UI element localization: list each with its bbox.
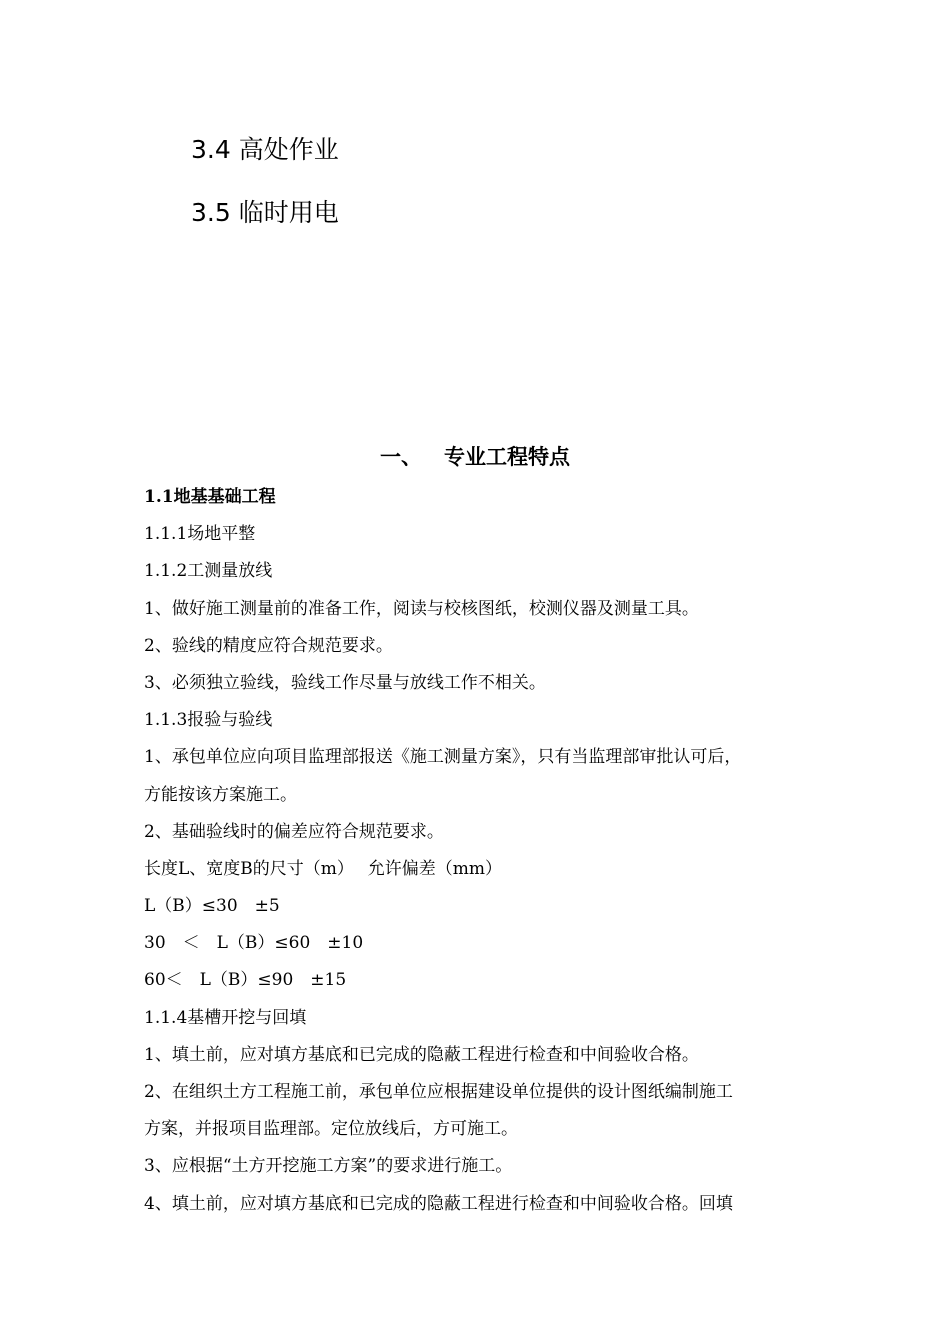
paragraph-line: 2、验线的精度应符合规范要求。 xyxy=(144,635,393,656)
toc-item-3-4: 3.4 高处作业 xyxy=(191,135,339,164)
paragraph-line: 1、承包单位应向项目监理部报送《施工测量方案》，只有当监理部审批认可后， xyxy=(144,747,742,768)
paragraph-line: 3、应根据“土方开挖施工方案”的要求进行施工。 xyxy=(144,1156,513,1177)
subsection-title: 1.1.2工测量放线 xyxy=(144,561,273,582)
paragraph-line: 2、基础验线时的偏差应符合规范要求。 xyxy=(144,821,444,842)
paragraph-line: 1、填土前，应对填方基底和已完成的隐蔽工程进行检查和中间验收合格。 xyxy=(144,1044,699,1065)
subsection-title: 1.1.4基槽开挖与回填 xyxy=(144,1007,307,1028)
paragraph-line: 方能按该方案施工。 xyxy=(144,784,297,805)
subsection-title: 1.1地基基础工程 xyxy=(144,487,276,507)
paragraph-line: 4、填土前，应对填方基底和已完成的隐蔽工程进行检查和中间验收合格。回填 xyxy=(144,1193,733,1214)
tolerance-row: 60＜ L（B）≤90 ±15 xyxy=(144,970,347,991)
paragraph-line: 1、做好施工测量前的准备工作，阅读与校核图纸，校测仪器及测量工具。 xyxy=(144,598,699,619)
section-number: 一、 xyxy=(380,444,422,469)
subsection-title: 1.1.3报验与验线 xyxy=(144,710,273,731)
toc-item-3-5: 3.5 临时用电 xyxy=(191,198,339,227)
tolerance-row: 30 ＜ L（B）≤60 ±10 xyxy=(144,933,364,954)
paragraph-line: 2、在组织土方工程施工前，承包单位应根据建设单位提供的设计图纸编制施工 xyxy=(144,1082,733,1102)
section-heading xyxy=(0,442,950,472)
tolerance-row: L（B）≤30 ±5 xyxy=(144,896,280,917)
paragraph-line: 3、必须独立验线，验线工作尽量与放线工作不相关。 xyxy=(144,672,546,693)
section-title: 专业工程特点 xyxy=(444,444,570,469)
paragraph-line: 方案，并报项目监理部。定位放线后，方可施工。 xyxy=(144,1119,518,1140)
body-text xyxy=(144,479,834,1223)
subsection-title: 1.1.1场地平整 xyxy=(144,524,256,545)
tolerance-header: 长度L、宽度B的尺寸（m） 允许偏差（mm） xyxy=(144,858,503,879)
